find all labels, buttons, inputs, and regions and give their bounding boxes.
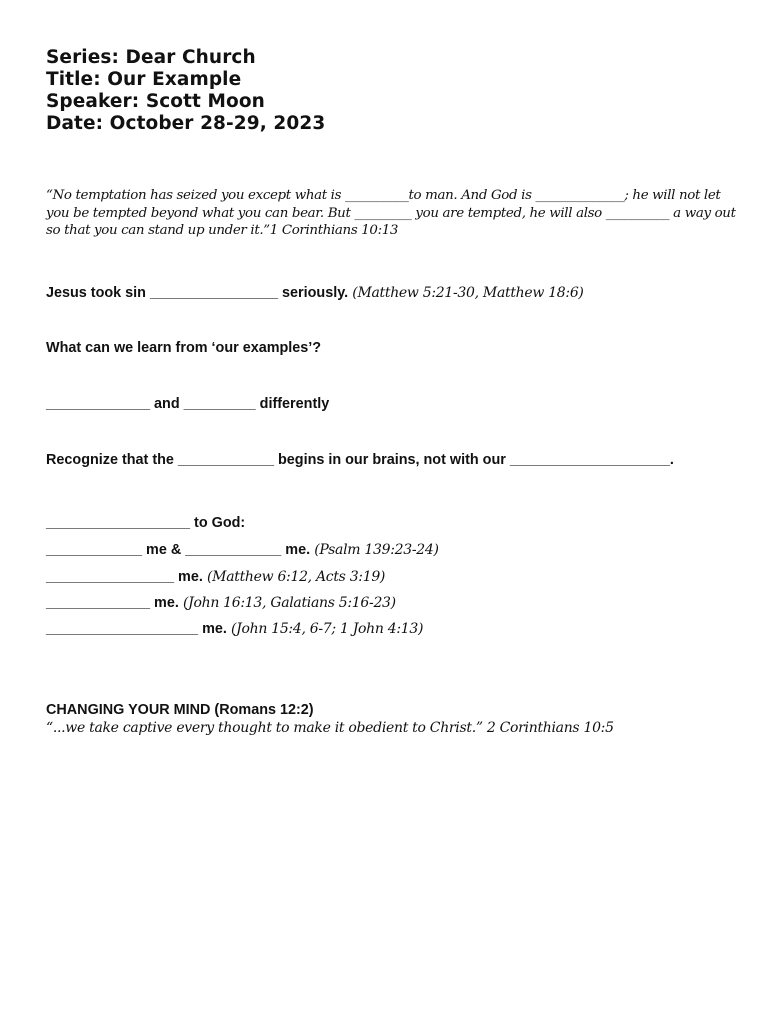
title-line: Title: Our Example — [46, 69, 242, 90]
jesus-post: seriously. — [278, 285, 349, 301]
recognize-line — [46, 451, 674, 469]
item-post: me. — [198, 621, 227, 637]
fill-blank: ______________ — [535, 188, 625, 203]
scripture-reference: (Psalm 139:23-24) — [310, 542, 439, 558]
list-item — [46, 594, 396, 612]
list-item — [46, 568, 385, 586]
changing-your-mind-heading: CHANGING YOUR MIND (Romans 12:2) — [46, 702, 314, 718]
fill-blank: ____________ — [46, 542, 143, 558]
recognize-pre: Recognize that the — [46, 452, 178, 468]
fill-blank: _________ — [354, 205, 412, 221]
to-god-line — [46, 514, 245, 532]
scripture-reference: (John 16:13, Galatians 5:16-23) — [178, 595, 396, 611]
fill-blank: __________ — [345, 188, 409, 203]
date-line: Date: October 28-29, 2023 — [46, 113, 326, 134]
fill-blank: ___________________ — [46, 621, 199, 637]
quote-text-d: ; he will not let you be tempted beyond what you can bear. But — [46, 188, 721, 221]
fill-blank: __________________ — [46, 515, 191, 531]
fill-blank: ____________ — [185, 542, 282, 558]
quote-text-f: a way out so that you can stand up under it.”1 Corinthians 10:13 — [46, 205, 736, 238]
differently-post: differently — [255, 396, 330, 412]
scripture-reference: (John 15:4, 6-7; 1 John 4:13) — [226, 621, 424, 637]
list-item — [46, 620, 423, 638]
jesus-pre: Jesus took sin — [46, 285, 150, 301]
fill-blank: ________________ — [149, 285, 279, 301]
fill-blank: _____________ — [46, 595, 151, 611]
differently-mid: and — [150, 396, 184, 412]
jesus-took-sin-line — [46, 284, 584, 302]
scripture-reference: (Matthew 6:12, Acts 3:19) — [202, 569, 386, 585]
quote-text-c: to man. And God is — [408, 188, 536, 203]
series-line: Series: Dear Church — [46, 47, 256, 68]
closing-scripture-quote: “...we take captive every thought to make it obedient to Christ.” 2 Corinthians 10:5 — [46, 720, 614, 736]
list-item — [46, 541, 439, 559]
item-post: me. — [281, 542, 311, 558]
quote-text-e: you are tempted, he will also — [411, 205, 606, 221]
quote-text-a: “No temptation has seized you except what is — [46, 188, 346, 203]
fill-blank: __________ — [605, 205, 670, 221]
differently-line — [46, 395, 329, 413]
fill-blank: _________ — [183, 396, 256, 412]
to-god-post: to God: — [190, 515, 246, 531]
item-post: me. — [150, 595, 179, 611]
fill-blank: ____________________ — [509, 452, 670, 468]
item-post: me. — [174, 569, 203, 585]
fill-blank: ________________ — [46, 569, 175, 585]
item-mid: me & — [142, 542, 186, 558]
fill-blank: _____________ — [46, 396, 151, 412]
scripture-reference: (Matthew 5:21-30, Matthew 18:6) — [348, 285, 584, 301]
fill-blank: ____________ — [177, 452, 274, 468]
opening-scripture-quote — [46, 187, 736, 240]
recognize-mid: begins in our brains, not with our — [273, 452, 510, 468]
speaker-line: Speaker: Scott Moon — [46, 91, 265, 112]
recognize-post: . — [669, 452, 674, 468]
learn-question: What can we learn from ‘our examples’? — [46, 340, 322, 356]
